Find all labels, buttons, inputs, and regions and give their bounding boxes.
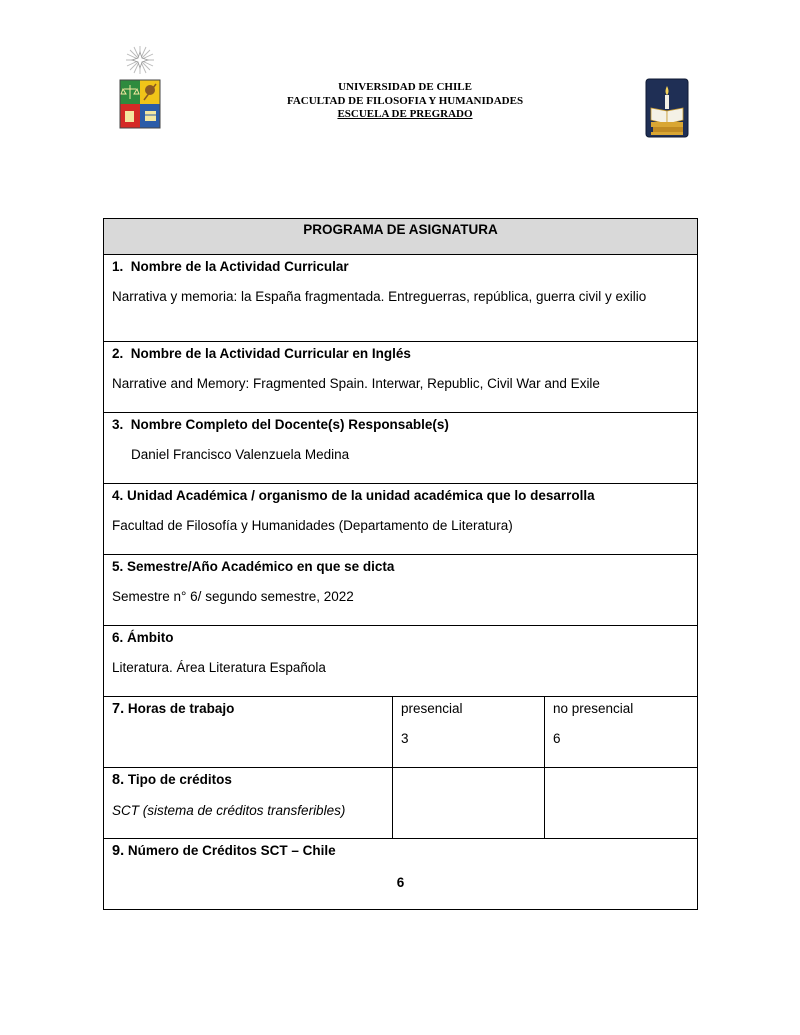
empty-cell [545, 768, 698, 839]
section-heading [112, 488, 689, 503]
program-title: PROGRAMA DE ASIGNATURA [104, 219, 698, 255]
section-number: 4. [112, 488, 124, 503]
hours-presencial-cell [393, 697, 545, 768]
section-row [104, 626, 698, 697]
hours-row [104, 697, 698, 768]
section-value: Facultad de Filosofía y Humanidades (Departamento de Literatura) [112, 518, 513, 533]
section-label: Nombre de la Actividad Curricular [130, 259, 349, 274]
hours-label: Horas de trabajo [127, 701, 235, 716]
section-heading [112, 630, 689, 645]
hours-no-presencial-cell [545, 697, 698, 768]
hours-presencial-value: 3 [401, 731, 409, 746]
credit-type-row [104, 768, 698, 839]
section-cell [104, 342, 698, 413]
section-cell [104, 255, 698, 342]
section-heading [112, 346, 689, 361]
hours-no-presencial-label: no presencial [553, 701, 634, 716]
section-value: Daniel Francisco Valenzuela Medina [131, 447, 350, 462]
credits-label: Número de Créditos SCT – Chile [127, 843, 336, 858]
section-number: 1. [112, 259, 124, 274]
faculty-logo [645, 78, 689, 138]
school-name: ESCUELA DE PREGRADO [337, 108, 473, 120]
university-name: UNIVERSIDAD DE CHILE [338, 81, 472, 93]
section-row [104, 255, 698, 342]
institution-header [250, 81, 560, 122]
section-heading [112, 559, 689, 574]
section-number: 3. [112, 417, 124, 432]
section-number: 2. [112, 346, 124, 361]
books-stack-icon [651, 122, 683, 135]
credits-cell [104, 839, 698, 910]
credits-row [104, 839, 698, 910]
section-number: 7. [112, 701, 125, 717]
section-row [104, 413, 698, 484]
section-number: 6. [112, 630, 124, 645]
coat-of-arms-shield-icon [120, 80, 160, 128]
faculty-name: FACULTAD DE FILOSOFIA Y HUMANIDADES [286, 94, 524, 107]
credits-heading [112, 843, 689, 859]
section-value: Semestre n° 6/ segundo semestre, 2022 [112, 589, 354, 604]
star-icon [126, 46, 154, 74]
credit-type-label: Tipo de créditos [127, 772, 232, 787]
empty-cell [393, 768, 545, 839]
universidad-de-chile-logo [114, 44, 166, 136]
credit-type-value: SCT (sistema de créditos transferibles) [112, 803, 346, 818]
hours-heading [112, 701, 384, 717]
section-cell [104, 413, 698, 484]
program-title-row [104, 219, 698, 255]
section-number: 8. [112, 772, 125, 788]
program-table [103, 218, 698, 910]
section-label: Ámbito [127, 630, 174, 645]
section-label: Nombre de la Actividad Curricular en Inglés [130, 346, 411, 361]
section-value: Literatura. Área Literatura Española [112, 660, 326, 675]
section-number: 5. [112, 559, 124, 574]
section-value: Narrative and Memory: Fragmented Spain. Interwar, Republic, Civil War and Exile [112, 376, 600, 391]
section-cell [104, 484, 698, 555]
section-row [104, 555, 698, 626]
section-label: Nombre Completo del Docente(s) Responsable(s) [130, 417, 449, 432]
hours-label-cell [104, 697, 393, 768]
hours-no-presencial-value: 6 [553, 731, 561, 746]
section-label: Unidad Académica / organismo de la unidad académica que lo desarrolla [127, 488, 595, 503]
section-label: Semestre/Año Académico en que se dicta [127, 559, 395, 574]
section-row [104, 342, 698, 413]
section-heading [112, 417, 689, 432]
section-row [104, 484, 698, 555]
hours-presencial-label: presencial [401, 701, 463, 716]
credits-value: 6 [396, 875, 405, 890]
section-heading [112, 259, 689, 274]
credit-type-cell [104, 768, 393, 839]
credit-type-heading [112, 772, 384, 788]
section-cell [104, 555, 698, 626]
section-cell [104, 626, 698, 697]
section-value: Narrativa y memoria: la España fragmentada. Entreguerras, república, guerra civil y exilio [112, 289, 647, 304]
section-number: 9. [112, 843, 125, 859]
